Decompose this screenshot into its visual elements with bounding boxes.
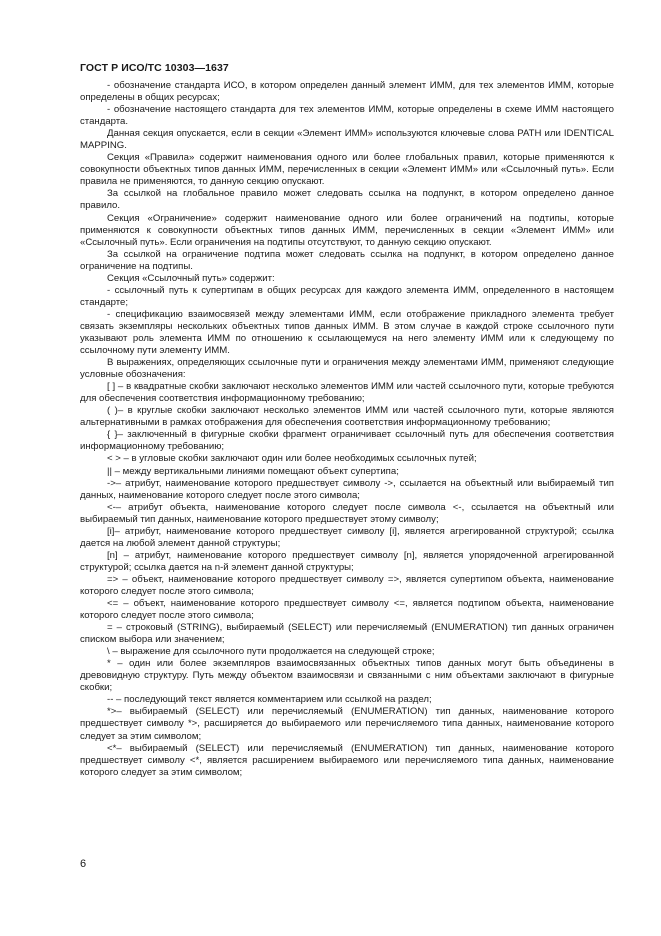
paragraph: Секция «Правила» содержит наименования одного или более глобальных правил, которые применяются к совокупности объектных типов данных ИММ, перечисленных в секции «Элемент ИММ» или «Ссылочный путь». Если правила не применяются, то данную секцию опускают. bbox=[80, 152, 614, 188]
paragraph: Секция «Ограничение» содержит наименование одного или более ограничений на подтипы, которые применяются к совокупности объектных типов данных ИММ, перечисленных в секции «Элемент ИММ» или «Ссылочный путь». Если ограничения на подтипы отсутствуют, то данную секцию опускают. bbox=[80, 212, 614, 248]
paragraph: - обозначение стандарта ИСО, в котором определен данный элемент ИММ, для тех элементов ИММ, которые определены в общих ресурсах; bbox=[80, 80, 614, 104]
paragraph: => – объект, наименование которого предшествует символу =>, является супертипом объекта, наименование которого следует после этого символа; bbox=[80, 573, 614, 597]
paragraph: < > – в угловые скобки заключают один или более необходимых ссылочных путей; bbox=[107, 453, 477, 465]
paragraph: Секция «Ссылочный путь» содержит: bbox=[107, 272, 275, 284]
paragraph: - спецификацию взаимосвязей между элементами ИММ, если отображение прикладного элемента требует связать экземпляры нескольких объектных типов данных ИММ. В этом случае в каждой строке ссылочного пути указывают роль элемента ИММ по отношению к ссылающемуся на него элементу ИММ или к следующему по ссылочному пути элементу ИММ. bbox=[80, 308, 614, 357]
paragraph: \ – выражение для ссылочного пути продолжается на следующей строке; bbox=[107, 646, 435, 658]
paragraph: || – между вертикальными линиями помещают объект супертипа; bbox=[107, 465, 399, 477]
paragraph: За ссылкой на ограничение подтипа может следовать ссылка на подпункт, в котором определено данное ограничение на подтипы. bbox=[80, 248, 614, 272]
paragraph: ->– атрибут, наименование которого предшествует символу ->, ссылается на объектный или выбираемый тип данных, наименование которого следует после этого символа; bbox=[80, 477, 614, 501]
paragraph: ( )– в круглые скобки заключают несколько элементов ИММ или частей ссылочного пути, которые являются альтернативными в рамках отображения для обеспечения соответствия информационному требованию; bbox=[80, 405, 614, 429]
paragraph: За ссылкой на глобальное правило может следовать ссылка на подпункт, в котором определено данное правило. bbox=[80, 188, 614, 212]
paragraph: *>– выбираемый (SELECT) или перечисляемый (ENUMERATION) тип данных, наименование которого предшествует символу *>, расширяется до выбираемого или перечисляемого типа данных, наименование которого следует за этим символом; bbox=[80, 706, 614, 742]
paragraph: <-– атрибут объекта, наименование которого следует после символа <-, ссылается на объектный или выбираемый тип данных, наименование которого предшествует этому символу; bbox=[80, 501, 614, 525]
paragraph: В выражениях, определяющих ссылочные пути и ограничения между элементами ИММ, применяют следующие условные обозначения: bbox=[80, 357, 614, 381]
paragraph: [ ] – в квадратные скобки заключают несколько элементов ИММ или частей ссылочного пути, которые требуются для обеспечения соответствия информационному требованию; bbox=[80, 381, 614, 405]
paragraph: -- – последующий текст является комментарием или ссылкой на раздел; bbox=[107, 694, 432, 706]
paragraph: [i]– атрибут, наименование которого предшествует символу [i], является агрегированной структурой; ссылка дается на любой элемент данной структуры; bbox=[80, 525, 614, 549]
paragraph: { }– заключенный в фигурные скобки фрагмент ограничивает ссылочный путь для обеспечения соответствия информационному требованию; bbox=[80, 429, 614, 453]
paragraph: - обозначение настоящего стандарта для тех элементов ИММ, которые определены в схеме ИММ настоящего стандарта. bbox=[80, 104, 614, 128]
paragraph: Данная секция опускается, если в секции «Элемент ИММ» используются ключевые слова PATH или IDENTICAL MAPPING. bbox=[80, 128, 614, 152]
paragraph: [n] – атрибут, наименование которого предшествует символу [n], является упорядоченной агрегированной структурой; ссылка дается на n-й элемент данной структуры; bbox=[80, 549, 614, 573]
paragraph: - ссылочный путь к супертипам в общих ресурсах для каждого элемента ИММ, определенного в настоящем стандарте; bbox=[80, 284, 614, 308]
paragraph: <*– выбираемый (SELECT) или перечисляемый (ENUMERATION) тип данных, наименование которого предшествует символу <*, является расширением выбираемого или перечисляемого типа данных, наименование которого следует за этим символом; bbox=[80, 742, 614, 778]
paragraph: <= – объект, наименование которого предшествует символу <=, является подтипом объекта, наименование которого следует после этого символа; bbox=[80, 598, 614, 622]
page-number: 6 bbox=[80, 858, 87, 870]
document-header: ГОСТ Р ИСО/ТС 10303—1637 bbox=[80, 62, 229, 74]
document-body bbox=[80, 80, 614, 779]
paragraph: * – один или более экземпляров взаимосвязанных объектных типов данных могут быть объединены в древовидную структуру. Путь между объектом взаимосвязи и связанными с ним объектами заключают в фигурные скобки; bbox=[80, 658, 614, 694]
paragraph: = – строковый (STRING), выбираемый (SELECT) или перечисляемый (ENUMERATION) тип данных ограничен списком выбора или значением; bbox=[80, 622, 614, 646]
